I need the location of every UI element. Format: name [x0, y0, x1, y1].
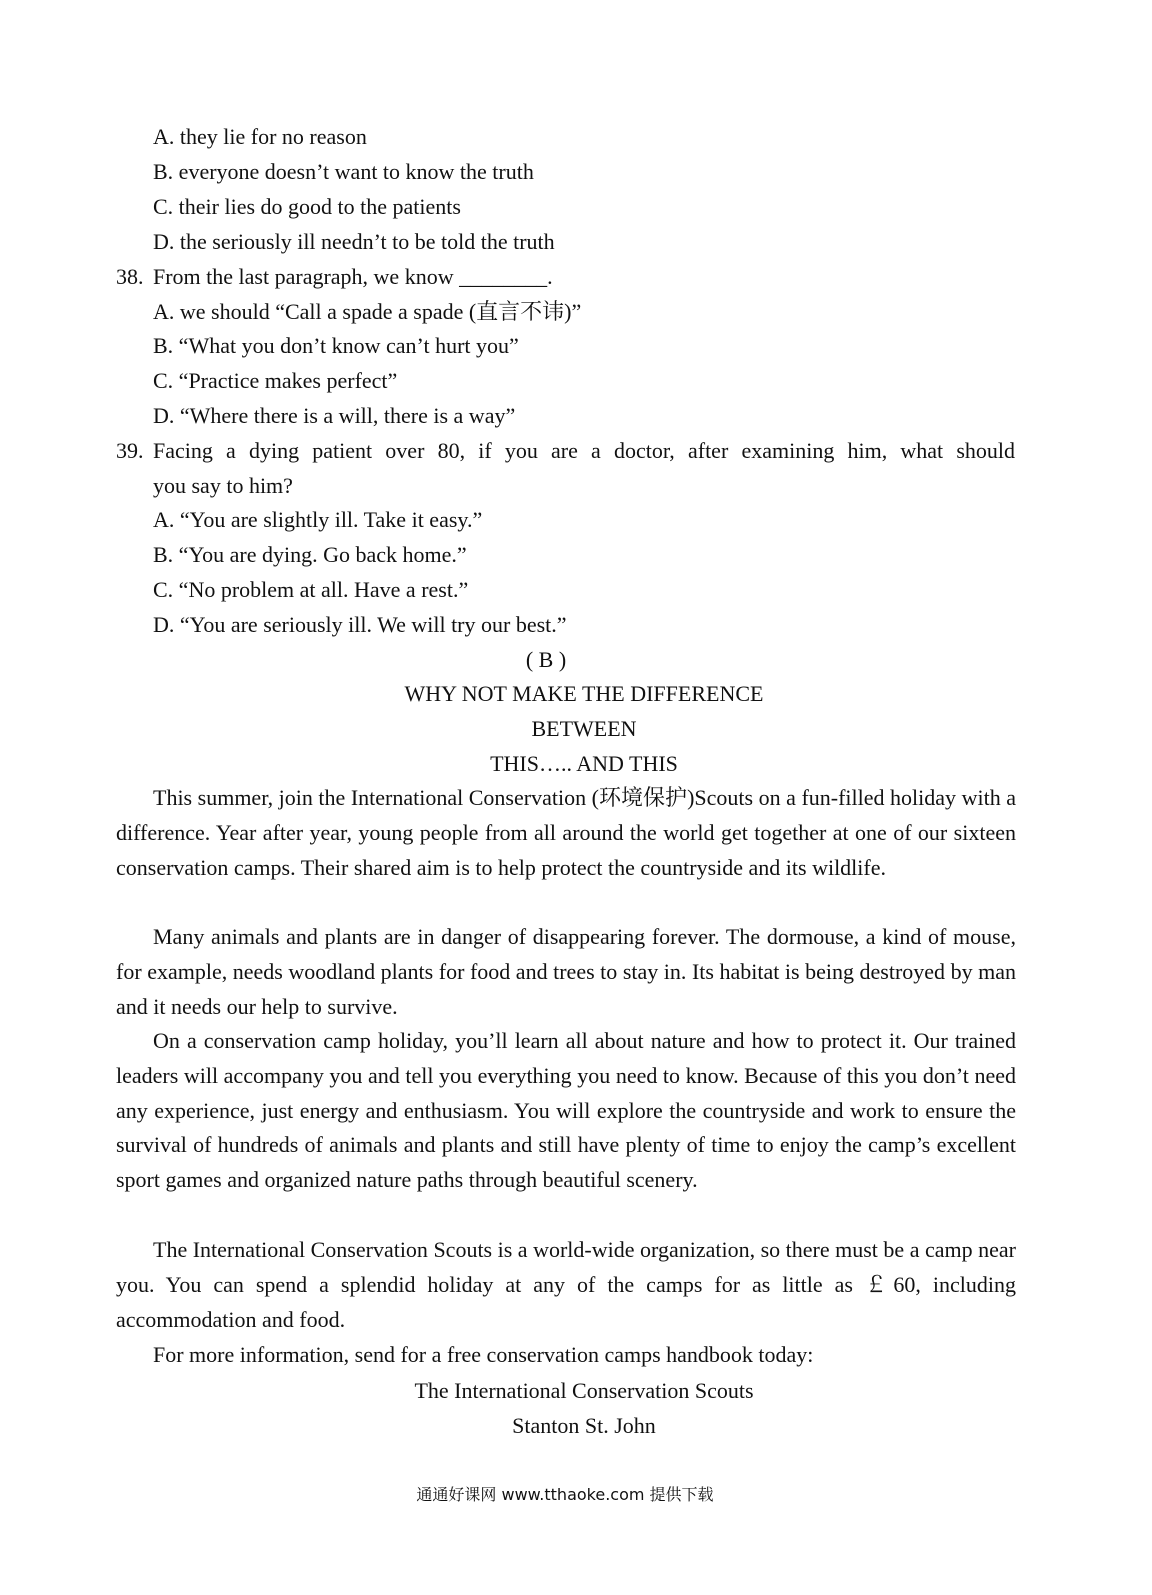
q39-option-a: A. “You are slightly ill. Take it easy.” [153, 507, 483, 532]
passage-paragraph-3: On a conservation camp holiday, you’ll learn all about nature and how to protect it. Our trained leaders will accompany you and tell you everything you need to know. Because of this you don’t need any experience, just energy and enthusiasm. You will explore the countryside and work to ensure the survival of hundreds of animals and plants and still have plenty of time to enjoy the camp’s excellent sport games and organized nature paths through beautiful scenery. [116, 1028, 1016, 1193]
q38-option-b: B. “What you don’t know can’t hurt you” [153, 333, 519, 358]
q39-stem-line2: you say to him? [153, 473, 293, 498]
section-b-title-line1: WHY NOT MAKE THE DIFFERENCE [404, 681, 764, 706]
q38-option-a: A. we should “Call a spade a spade (直言不讳)” [153, 299, 582, 324]
section-b-title-line3: THIS….. AND THIS [490, 751, 678, 776]
address-line-1: The International Conservation Scouts [414, 1378, 754, 1403]
address-line-2: Stanton St. John [512, 1413, 656, 1438]
q39-stem-line1: Facing a dying patient over 80, if you are a doctor, after examining him, what should [153, 438, 1015, 463]
q37-option-c: C. their lies do good to the patients [153, 194, 461, 219]
q39-option-b: B. “You are dying. Go back home.” [153, 542, 467, 567]
q38-number: 38. [116, 264, 144, 289]
passage-paragraph-1: This summer, join the International Conservation (环境保护)Scouts on a fun-filled holiday with a difference. Year after year, young people from all around the world get together at one of our sixteen conservation camps. Their shared aim is to help protect the countryside and its wildlife. [116, 785, 1016, 880]
q38-stem: From the last paragraph, we know ________. [153, 264, 553, 289]
q37-option-d: D. the seriously ill needn’t to be told the truth [153, 229, 555, 254]
q38-option-d: D. “Where there is a will, there is a way” [153, 403, 516, 428]
passage-paragraph-2: Many animals and plants are in danger of disappearing forever. The dormouse, a kind of mouse, for example, needs woodland plants for food and trees to stay in. Its habitat is being destroyed by man and it needs our help to survive. [116, 924, 1016, 1019]
section-b-label: ( B ) [525, 647, 567, 672]
q39-number: 39. [116, 438, 144, 463]
q38-option-c: C. “Practice makes perfect” [153, 368, 398, 393]
page-footer-source: 通通好课网 www.tthaoke.com 提供下载 [416, 1485, 714, 1504]
section-b-title-line2: BETWEEN [531, 716, 637, 741]
q39-option-c: C. “No problem at all. Have a rest.” [153, 577, 469, 602]
q39-option-d: D. “You are seriously ill. We will try our best.” [153, 612, 567, 637]
passage-paragraph-4: The International Conservation Scouts is a world-wide organization, so there must be a camp near you. You can spend a splendid holiday at any of the camps for as little as ￡60, including accommodation and food. [116, 1237, 1016, 1332]
q37-option-a: A. they lie for no reason [153, 124, 367, 149]
passage-paragraph-5: For more information, send for a free conservation camps handbook today: [153, 1342, 814, 1367]
q37-option-b: B. everyone doesn’t want to know the truth [153, 159, 534, 184]
